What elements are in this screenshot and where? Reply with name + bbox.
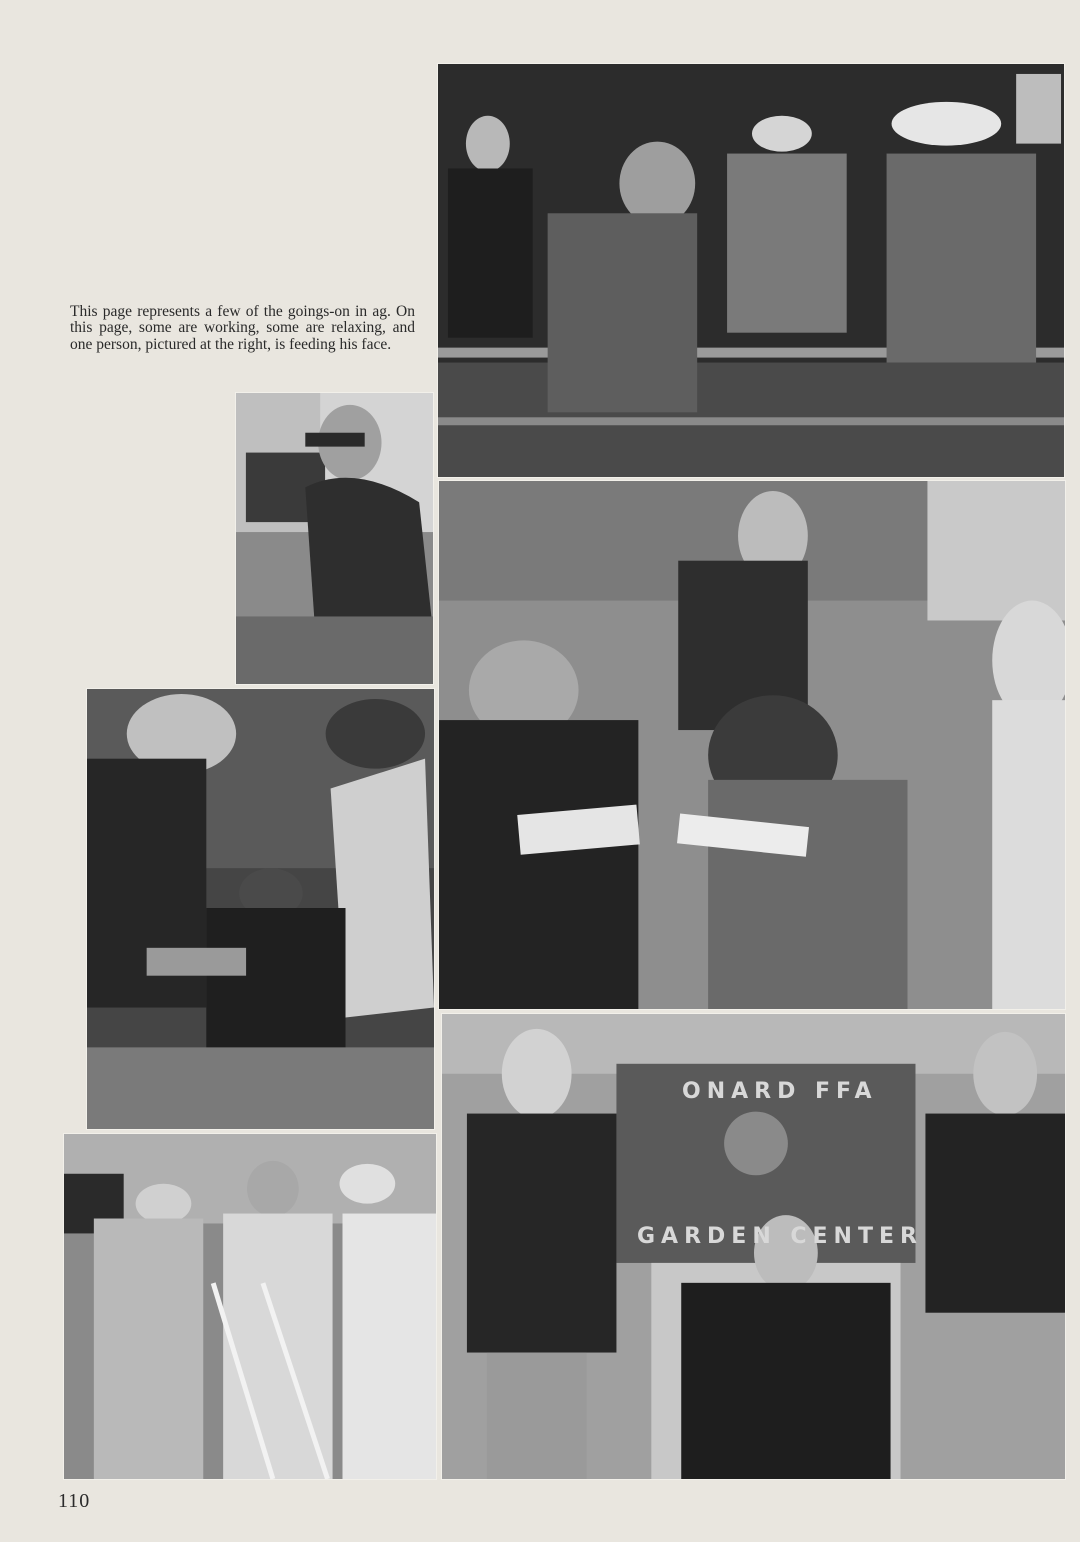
photo-bleachers — [437, 63, 1065, 478]
photo-welder-portrait — [235, 392, 434, 685]
photo-classroom — [438, 480, 1066, 1010]
page-number: 110 — [58, 1490, 91, 1512]
welder-portrait-scene — [236, 393, 433, 684]
garden-center-sign-line1: ONARD FFA — [682, 1079, 878, 1104]
shop-measuring-scene — [64, 1134, 436, 1479]
photo-shop-measuring — [63, 1133, 437, 1480]
garden-center-sign-line2: GARDEN CENTER — [637, 1224, 923, 1249]
bleachers-scene — [438, 64, 1064, 477]
photo-garden-center — [441, 1013, 1066, 1480]
welding-shop-scene — [87, 689, 434, 1129]
page-caption: This page represents a few of the goings-on in ag. On this page, some are working, some are relaxing, and one person, pictured at the right, is feeding his face. — [70, 302, 415, 353]
photo-welding-shop — [86, 688, 435, 1130]
classroom-scene — [439, 481, 1065, 1009]
